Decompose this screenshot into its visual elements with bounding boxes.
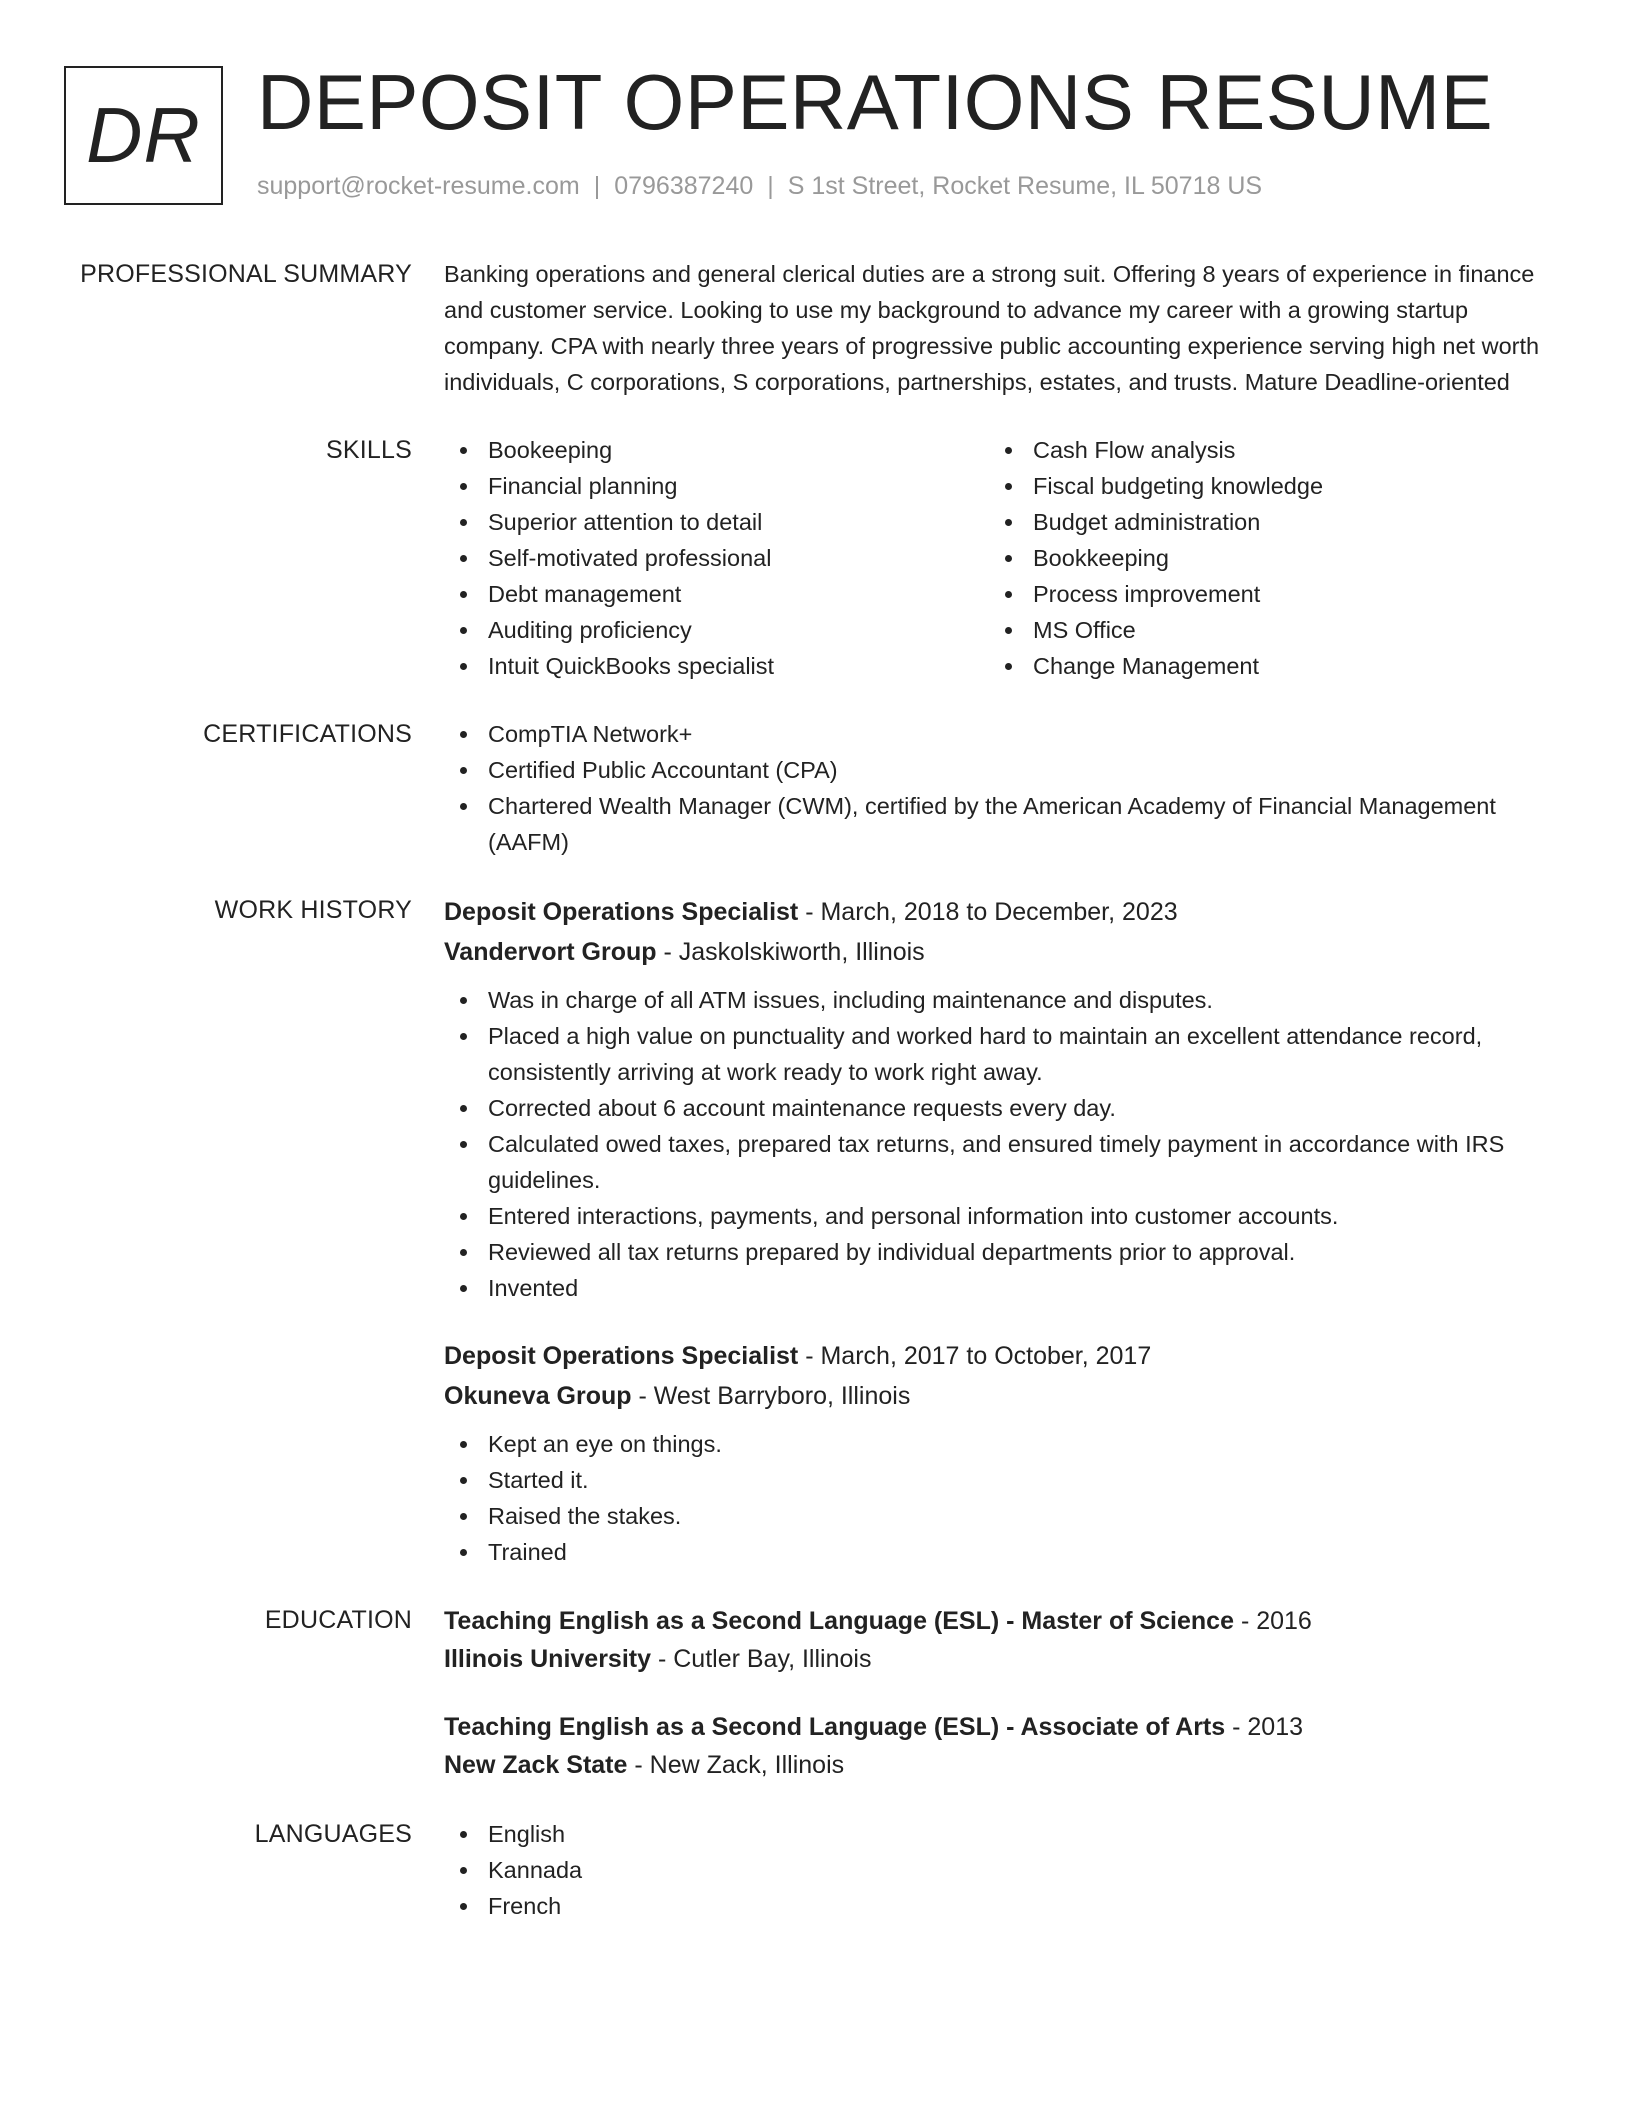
section-heading: WORK HISTORY: [214, 896, 412, 924]
job-location: - West Barryboro, Illinois: [631, 1382, 911, 1410]
job-duty: Was in charge of all ATM issues, including maintenance and disputes.: [444, 982, 1552, 1018]
skill-item: Financial planning: [444, 468, 989, 504]
language-item: English: [444, 1816, 1552, 1852]
certifications-list: [444, 716, 1552, 860]
job-company: Vandervort Group: [444, 938, 657, 966]
contact-separator: |: [593, 172, 601, 200]
job-duty: Invented: [444, 1270, 1552, 1306]
skill-item: Cash Flow analysis: [989, 432, 1534, 468]
job-title-line: [444, 1336, 1552, 1376]
contact-separator: |: [767, 172, 774, 200]
contact-email[interactable]: support@rocket-resume.com: [257, 172, 580, 200]
job-entry: [444, 1336, 1552, 1570]
section-certifications: [0, 716, 1632, 860]
skill-item: Budget administration: [989, 504, 1534, 540]
skill-item: Change Management: [989, 648, 1534, 684]
certification-item: Certified Public Accountant (CPA): [444, 752, 1552, 788]
job-entry: [444, 892, 1552, 1306]
degree-line: [444, 1708, 1552, 1746]
job-company-line: [444, 1376, 1552, 1416]
section-heading: CERTIFICATIONS: [203, 720, 412, 748]
job-title-line: [444, 892, 1552, 932]
summary-text: Banking operations and general clerical duties are a strong suit. Offering 8 years of experience in finance and customer service. Looking to use my background to advance my career with a growing startup company. CPA with nearly three years of progressive public accounting experience serving high net worth individuals, C corporations, S corporations, partnerships, estates, and trusts. Mature Deadline-oriented: [444, 261, 1540, 395]
skills-list-left: [444, 432, 989, 684]
skill-item: MS Office: [989, 612, 1534, 648]
skill-item: Debt management: [444, 576, 989, 612]
job-location: - Jaskolskiworth, Illinois: [656, 938, 925, 966]
resume-title: DEPOSIT OPERATIONS RESUME: [257, 58, 1494, 146]
skill-item: Self-motivated professional: [444, 540, 989, 576]
skill-item: Superior attention to detail: [444, 504, 989, 540]
job-duty: Kept an eye on things.: [444, 1426, 1552, 1462]
school-location: - Cutler Bay, Illinois: [651, 1645, 872, 1673]
job-duties-list: [444, 1426, 1552, 1570]
skill-item: Process improvement: [989, 576, 1534, 612]
education-entry: [444, 1602, 1552, 1678]
degree-name: Teaching English as a Second Language (ESL) - Associate of Arts: [444, 1713, 1226, 1741]
contact-address: S 1st Street, Rocket Resume, IL 50718 US: [787, 172, 1263, 200]
degree-line: [444, 1602, 1552, 1640]
job-company: Okuneva Group: [444, 1382, 632, 1410]
school-name: Illinois University: [444, 1645, 652, 1673]
job-duty: Entered interactions, payments, and personal information into customer accounts.: [444, 1198, 1552, 1234]
skills-grid: [444, 432, 1552, 684]
job-dates: - March, 2018 to December, 2023: [798, 898, 1178, 926]
job-duty: Corrected about 6 account maintenance requests every day.: [444, 1090, 1552, 1126]
language-item: French: [444, 1888, 1552, 1924]
languages-list: [444, 1816, 1552, 1924]
skills-list-right: [989, 432, 1534, 684]
degree-year: - 2016: [1234, 1607, 1312, 1635]
resume-sections: [0, 256, 1632, 1956]
education-entry: [444, 1708, 1552, 1784]
school-location: - New Zack, Illinois: [627, 1751, 845, 1779]
job-duties-list: [444, 982, 1552, 1306]
skill-item: Auditing proficiency: [444, 612, 989, 648]
degree-name: Teaching English as a Second Language (ESL) - Master of Science: [444, 1607, 1234, 1635]
contact-phone[interactable]: 0796387240: [614, 172, 754, 200]
skill-item: Fiscal budgeting knowledge: [989, 468, 1534, 504]
section-heading: PROFESSIONAL SUMMARY: [80, 260, 412, 288]
section-work-history: [0, 892, 1632, 1570]
section-languages: [0, 1816, 1632, 1924]
school-line: [444, 1746, 1552, 1784]
job-duty: Reviewed all tax returns prepared by individual departments prior to approval.: [444, 1234, 1552, 1270]
section-heading: SKILLS: [326, 436, 412, 464]
job-duty: Calculated owed taxes, prepared tax returns, and ensured timely payment in accordance with IRS guidelines.: [444, 1126, 1552, 1198]
section-heading: LANGUAGES: [254, 1820, 412, 1848]
job-duty: Raised the stakes.: [444, 1498, 1552, 1534]
certification-item: CompTIA Network+: [444, 716, 1552, 752]
skill-item: Bookeeping: [444, 432, 989, 468]
skill-item: Intuit QuickBooks specialist: [444, 648, 989, 684]
monogram-badge: DR: [64, 66, 223, 205]
job-duty: Started it.: [444, 1462, 1552, 1498]
section-education: [0, 1602, 1632, 1784]
language-item: Kannada: [444, 1852, 1552, 1888]
job-duty: Trained: [444, 1534, 1552, 1570]
section-summary: [0, 256, 1632, 400]
school-line: [444, 1640, 1552, 1678]
section-heading: EDUCATION: [264, 1606, 412, 1634]
certification-item: Chartered Wealth Manager (CWM), certified by the American Academy of Financial Management (AAFM): [444, 788, 1552, 860]
job-dates: - March, 2017 to October, 2017: [798, 1342, 1152, 1370]
section-skills: [0, 432, 1632, 684]
contact-line: [257, 172, 1262, 201]
job-title: Deposit Operations Specialist: [444, 898, 799, 926]
degree-year: - 2013: [1225, 1713, 1304, 1741]
skill-item: Bookkeeping: [989, 540, 1534, 576]
job-duty: Placed a high value on punctuality and worked hard to maintain an excellent attendance record, consistently arriving at work ready to work right away.: [444, 1018, 1552, 1090]
job-title: Deposit Operations Specialist: [444, 1342, 799, 1370]
job-company-line: [444, 932, 1552, 972]
school-name: New Zack State: [444, 1751, 628, 1779]
